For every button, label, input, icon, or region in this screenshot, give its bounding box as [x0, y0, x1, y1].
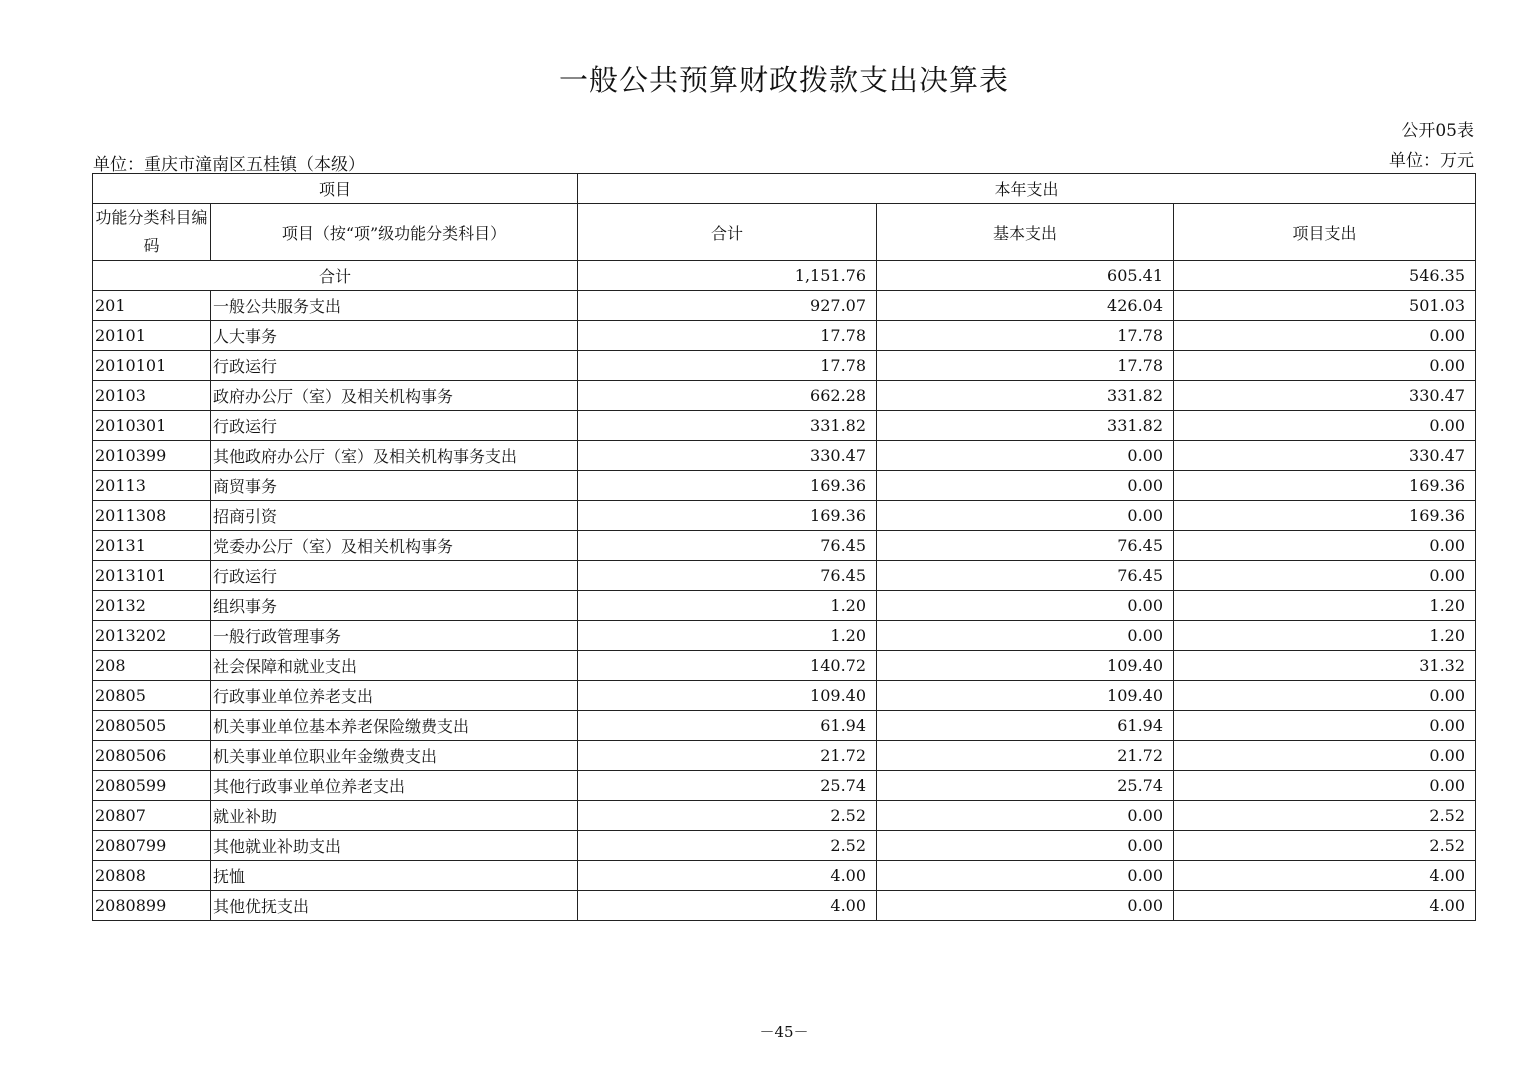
row-project: 501.03: [1174, 291, 1476, 321]
row-total: 61.94: [578, 711, 877, 741]
header-row-top: [93, 174, 1476, 204]
row-basic: 109.40: [877, 681, 1174, 711]
row-total: 169.36: [578, 501, 877, 531]
row-name: 社会保障和就业支出: [211, 651, 578, 681]
row-basic: 61.94: [877, 711, 1174, 741]
row-basic: 21.72: [877, 741, 1174, 771]
row-project: 169.36: [1174, 471, 1476, 501]
header-project-spend: 项目支出: [1174, 204, 1476, 261]
row-basic: 0.00: [877, 471, 1174, 501]
page-number: －45－: [759, 1023, 809, 1041]
table-row: [93, 381, 1476, 411]
table-row: [93, 321, 1476, 351]
row-total: 662.28: [578, 381, 877, 411]
table-row: [93, 621, 1476, 651]
row-name: 行政运行: [211, 411, 578, 441]
row-code: 208: [93, 651, 211, 681]
table-row: [93, 291, 1476, 321]
row-basic: 76.45: [877, 561, 1174, 591]
row-project: 0.00: [1174, 411, 1476, 441]
row-project: 31.32: [1174, 651, 1476, 681]
header-project: 项目: [93, 174, 578, 204]
total-label: 合计: [93, 261, 578, 291]
row-basic: 76.45: [877, 531, 1174, 561]
row-basic: 109.40: [877, 651, 1174, 681]
row-basic: 426.04: [877, 291, 1174, 321]
row-project: 1.20: [1174, 621, 1476, 651]
row-basic: 0.00: [877, 591, 1174, 621]
row-total: 1.20: [578, 621, 877, 651]
table-row: [93, 561, 1476, 591]
row-code: 20113: [93, 471, 211, 501]
row-project: 0.00: [1174, 741, 1476, 771]
row-name: 招商引资: [211, 501, 578, 531]
row-code: 20131: [93, 531, 211, 561]
row-total: 25.74: [578, 771, 877, 801]
row-project: 0.00: [1174, 531, 1476, 561]
row-basic: 331.82: [877, 381, 1174, 411]
row-code: 2011308: [93, 501, 211, 531]
row-basic: 0.00: [877, 891, 1174, 921]
row-code: 20101: [93, 321, 211, 351]
row-basic: 17.78: [877, 351, 1174, 381]
row-name: 抚恤: [211, 861, 578, 891]
table-row: [93, 531, 1476, 561]
row-total: 169.36: [578, 471, 877, 501]
total-total: 1,151.76: [578, 261, 877, 291]
header-code: 功能分类科目编码: [93, 204, 211, 261]
table-row: [93, 441, 1476, 471]
row-code: 2080505: [93, 711, 211, 741]
row-total: 927.07: [578, 291, 877, 321]
row-project: 330.47: [1174, 441, 1476, 471]
row-total: 17.78: [578, 351, 877, 381]
row-name: 一般行政管理事务: [211, 621, 578, 651]
page-title: 一般公共预算财政拨款支出决算表: [558, 63, 1009, 97]
table-row: [93, 351, 1476, 381]
table-row: [93, 861, 1476, 891]
row-name: 组织事务: [211, 591, 578, 621]
row-project: 330.47: [1174, 381, 1476, 411]
row-project: 4.00: [1174, 861, 1476, 891]
row-total: 4.00: [578, 861, 877, 891]
header-basic: 基本支出: [877, 204, 1174, 261]
table-row: [93, 471, 1476, 501]
row-project: 0.00: [1174, 771, 1476, 801]
row-code: 2010399: [93, 441, 211, 471]
table-row: [93, 771, 1476, 801]
row-code: 2010301: [93, 411, 211, 441]
row-name: 一般公共服务支出: [211, 291, 578, 321]
row-total: 4.00: [578, 891, 877, 921]
row-total: 2.52: [578, 801, 877, 831]
row-name: 其他政府办公厅（室）及相关机构事务支出: [211, 441, 578, 471]
table-row: [93, 591, 1476, 621]
row-project: 1.20: [1174, 591, 1476, 621]
header-name: 项目（按“项”级功能分类科目）: [211, 204, 578, 261]
table-row: [93, 891, 1476, 921]
header-total: 合计: [578, 204, 877, 261]
row-code: 20807: [93, 801, 211, 831]
table-row: [93, 801, 1476, 831]
row-basic: 0.00: [877, 861, 1174, 891]
row-project: 0.00: [1174, 681, 1476, 711]
expenditure-table: [92, 173, 1476, 921]
currency-unit: 单位：万元: [1389, 151, 1474, 171]
row-total: 1.20: [578, 591, 877, 621]
table-row: [93, 681, 1476, 711]
row-name: 行政运行: [211, 351, 578, 381]
table-row: [93, 411, 1476, 441]
row-code: 2080799: [93, 831, 211, 861]
row-total: 17.78: [578, 321, 877, 351]
row-basic: 331.82: [877, 411, 1174, 441]
row-project: 4.00: [1174, 891, 1476, 921]
row-total: 21.72: [578, 741, 877, 771]
row-basic: 0.00: [877, 441, 1174, 471]
row-total: 2.52: [578, 831, 877, 861]
row-code: 20132: [93, 591, 211, 621]
row-code: 20808: [93, 861, 211, 891]
row-name: 其他就业补助支出: [211, 831, 578, 861]
row-code: 2080899: [93, 891, 211, 921]
table-number: 公开05表: [1401, 121, 1474, 141]
organization-unit: 单位：重庆市潼南区五桂镇（本级）: [93, 155, 365, 175]
row-basic: 0.00: [877, 801, 1174, 831]
row-basic: 25.74: [877, 771, 1174, 801]
row-code: 201: [93, 291, 211, 321]
table-row: [93, 711, 1476, 741]
row-total: 331.82: [578, 411, 877, 441]
total-row: [93, 261, 1476, 291]
row-name: 就业补助: [211, 801, 578, 831]
row-name: 商贸事务: [211, 471, 578, 501]
row-name: 行政运行: [211, 561, 578, 591]
row-code: 20805: [93, 681, 211, 711]
row-project: 0.00: [1174, 321, 1476, 351]
row-basic: 17.78: [877, 321, 1174, 351]
row-code: 2013202: [93, 621, 211, 651]
row-total: 330.47: [578, 441, 877, 471]
total-project: 546.35: [1174, 261, 1476, 291]
table-row: [93, 741, 1476, 771]
row-total: 140.72: [578, 651, 877, 681]
row-project: 2.52: [1174, 831, 1476, 861]
row-name: 党委办公厅（室）及相关机构事务: [211, 531, 578, 561]
row-project: 0.00: [1174, 351, 1476, 381]
row-code: 2010101: [93, 351, 211, 381]
header-current-year: 本年支出: [578, 174, 1476, 204]
row-project: 2.52: [1174, 801, 1476, 831]
row-name: 其他优抚支出: [211, 891, 578, 921]
row-name: 机关事业单位基本养老保险缴费支出: [211, 711, 578, 741]
row-basic: 0.00: [877, 501, 1174, 531]
row-project: 0.00: [1174, 711, 1476, 741]
row-code: 2080506: [93, 741, 211, 771]
row-project: 169.36: [1174, 501, 1476, 531]
row-total: 109.40: [578, 681, 877, 711]
row-total: 76.45: [578, 531, 877, 561]
row-name: 其他行政事业单位养老支出: [211, 771, 578, 801]
row-code: 20103: [93, 381, 211, 411]
row-total: 76.45: [578, 561, 877, 591]
row-basic: 0.00: [877, 831, 1174, 861]
header-row-sub: [93, 204, 1476, 261]
row-code: 2013101: [93, 561, 211, 591]
row-name: 机关事业单位职业年金缴费支出: [211, 741, 578, 771]
row-project: 0.00: [1174, 561, 1476, 591]
table-row: [93, 651, 1476, 681]
row-name: 人大事务: [211, 321, 578, 351]
table-row: [93, 831, 1476, 861]
table-row: [93, 501, 1476, 531]
row-name: 政府办公厅（室）及相关机构事务: [211, 381, 578, 411]
total-basic: 605.41: [877, 261, 1174, 291]
row-name: 行政事业单位养老支出: [211, 681, 578, 711]
row-code: 2080599: [93, 771, 211, 801]
row-basic: 0.00: [877, 621, 1174, 651]
